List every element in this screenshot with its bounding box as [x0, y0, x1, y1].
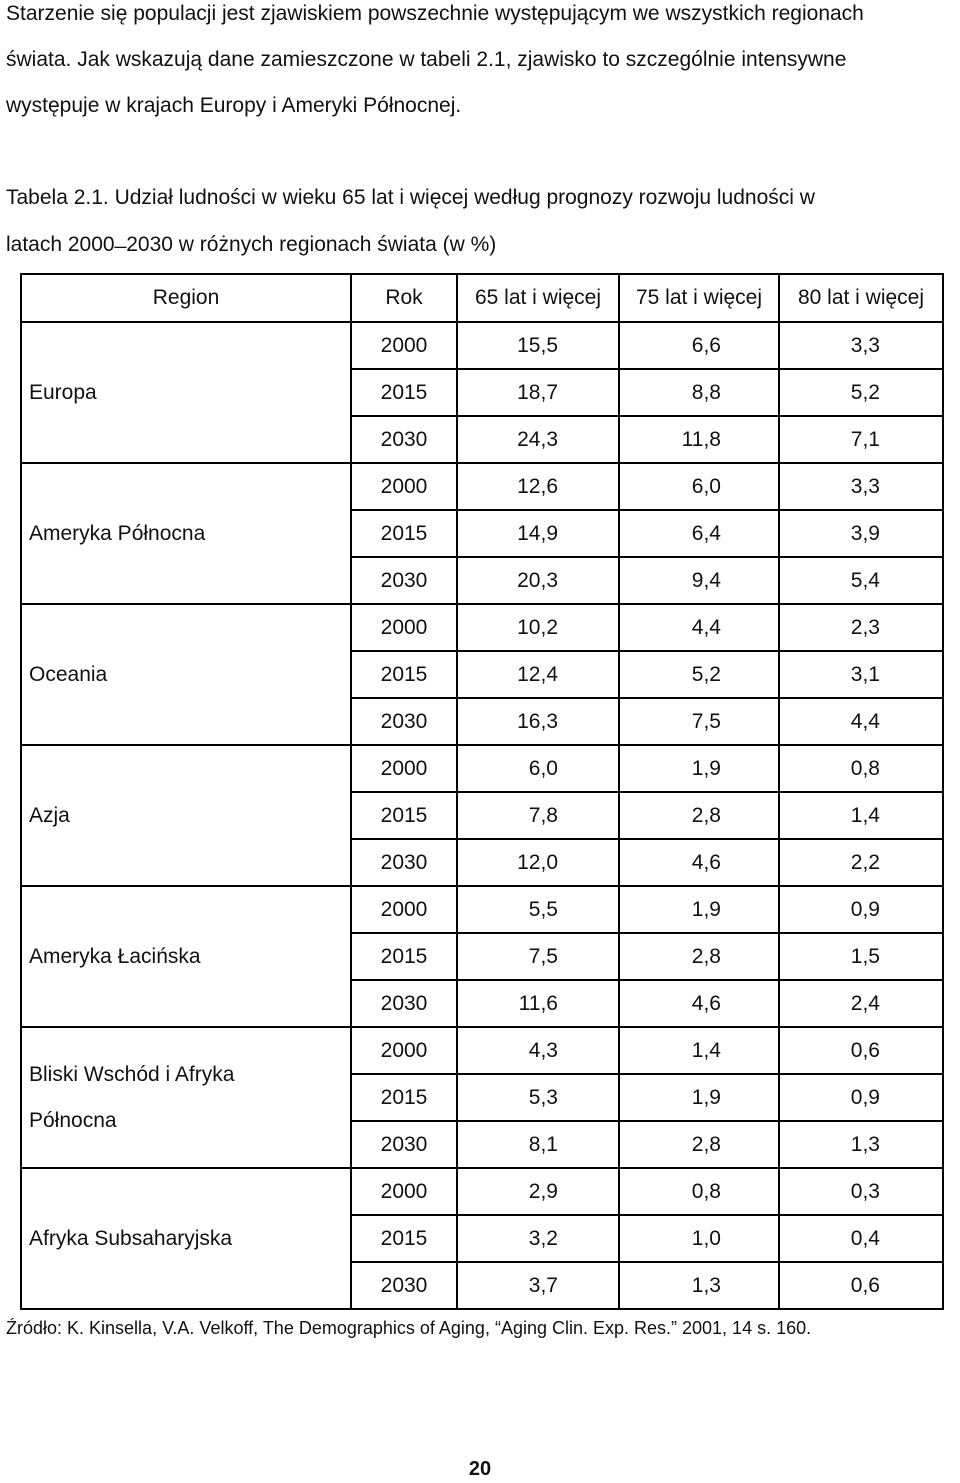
region-cell [21, 1027, 351, 1168]
value-80-cell: 1,3 [779, 1121, 943, 1168]
year-cell: 2015 [351, 510, 457, 557]
value-75-cell: 1,9 [619, 1074, 779, 1121]
year-cell: 2015 [351, 369, 457, 416]
year-cell: 2015 [351, 1074, 457, 1121]
value-80-cell: 3,3 [779, 463, 943, 510]
table-row [21, 604, 943, 651]
value-80-cell: 2,2 [779, 839, 943, 886]
value-80-cell: 5,4 [779, 557, 943, 604]
population-table [20, 273, 944, 1310]
value-75-cell: 6,0 [619, 463, 779, 510]
table-row [21, 1168, 943, 1215]
value-80-cell: 0,6 [779, 1027, 943, 1074]
value-80-cell: 0,6 [779, 1262, 943, 1309]
year-cell: 2030 [351, 980, 457, 1027]
year-cell: 2015 [351, 933, 457, 980]
caption-line: latach 2000 ̶ 2030 w różnych regionach świata (w %) [6, 233, 497, 256]
header-region: Region [21, 274, 351, 322]
value-75-cell: 1,3 [619, 1262, 779, 1309]
value-65-cell: 11,6 [457, 980, 619, 1027]
value-75-cell: 1,9 [619, 886, 779, 933]
year-cell: 2030 [351, 416, 457, 463]
caption-line: Tabela 2.1. Udział ludności w wieku 65 lat i więcej według prognozy rozwoju ludności w [6, 186, 815, 209]
year-cell: 2030 [351, 557, 457, 604]
year-cell: 2015 [351, 651, 457, 698]
table-row [21, 322, 943, 369]
value-65-cell: 24,3 [457, 416, 619, 463]
value-80-cell: 0,8 [779, 745, 943, 792]
value-80-cell: 2,4 [779, 980, 943, 1027]
page-number: 20 [468, 1458, 492, 1480]
value-80-cell: 3,9 [779, 510, 943, 557]
value-80-cell: 3,3 [779, 322, 943, 369]
year-cell: 2000 [351, 322, 457, 369]
region-cell: Europa [21, 322, 351, 463]
table-caption [6, 182, 956, 276]
value-80-cell: 3,1 [779, 651, 943, 698]
value-65-cell: 16,3 [457, 698, 619, 745]
region-name-line: Bliski Wschód i Afryka [29, 1062, 235, 1086]
intro-line: występuje w krajach Europy i Ameryki Północnej. [6, 94, 462, 117]
table-row [21, 1027, 943, 1074]
year-cell: 2015 [351, 1215, 457, 1262]
value-80-cell: 0,9 [779, 886, 943, 933]
value-65-cell: 4,3 [457, 1027, 619, 1074]
table-header-row [21, 274, 943, 322]
value-65-cell: 14,9 [457, 510, 619, 557]
region-name-line: Północna [29, 1108, 117, 1132]
region-cell: Oceania [21, 604, 351, 745]
value-75-cell: 1,9 [619, 745, 779, 792]
year-cell: 2000 [351, 1027, 457, 1074]
table-row [21, 745, 943, 792]
value-80-cell: 5,2 [779, 369, 943, 416]
year-cell: 2000 [351, 745, 457, 792]
value-75-cell: 4,6 [619, 980, 779, 1027]
year-cell: 2030 [351, 1262, 457, 1309]
value-75-cell: 2,8 [619, 933, 779, 980]
region-cell: Azja [21, 745, 351, 886]
value-75-cell: 5,2 [619, 651, 779, 698]
value-65-cell: 3,7 [457, 1262, 619, 1309]
value-75-cell: 11,8 [619, 416, 779, 463]
region-cell: Afryka Subsaharyjska [21, 1168, 351, 1309]
value-65-cell: 7,5 [457, 933, 619, 980]
value-80-cell: 1,4 [779, 792, 943, 839]
value-80-cell: 1,5 [779, 933, 943, 980]
value-65-cell: 8,1 [457, 1121, 619, 1168]
value-80-cell: 2,3 [779, 604, 943, 651]
value-80-cell: 0,3 [779, 1168, 943, 1215]
value-75-cell: 9,4 [619, 557, 779, 604]
header-65: 65 lat i więcej [457, 274, 619, 322]
value-65-cell: 5,3 [457, 1074, 619, 1121]
value-75-cell: 1,0 [619, 1215, 779, 1262]
year-cell: 2030 [351, 1121, 457, 1168]
region-cell: Ameryka Łacińska [21, 886, 351, 1027]
value-75-cell: 2,8 [619, 1121, 779, 1168]
year-cell: 2000 [351, 1168, 457, 1215]
value-65-cell: 6,0 [457, 745, 619, 792]
value-75-cell: 6,6 [619, 322, 779, 369]
value-75-cell: 1,4 [619, 1027, 779, 1074]
header-year: Rok [351, 274, 457, 322]
year-cell: 2015 [351, 792, 457, 839]
header-75: 75 lat i więcej [619, 274, 779, 322]
value-65-cell: 3,2 [457, 1215, 619, 1262]
value-75-cell: 4,4 [619, 604, 779, 651]
value-65-cell: 15,5 [457, 322, 619, 369]
value-65-cell: 12,0 [457, 839, 619, 886]
value-65-cell: 12,6 [457, 463, 619, 510]
year-cell: 2000 [351, 604, 457, 651]
intro-line: świata. Jak wskazują dane zamieszczone w tabeli 2.1, zjawisko to szczególnie intensywne [6, 48, 847, 71]
value-65-cell: 18,7 [457, 369, 619, 416]
value-75-cell: 4,6 [619, 839, 779, 886]
value-65-cell: 20,3 [457, 557, 619, 604]
value-75-cell: 7,5 [619, 698, 779, 745]
region-cell: Ameryka Północna [21, 463, 351, 604]
value-75-cell: 2,8 [619, 792, 779, 839]
value-75-cell: 6,4 [619, 510, 779, 557]
year-cell: 2000 [351, 463, 457, 510]
value-80-cell: 0,9 [779, 1074, 943, 1121]
value-65-cell: 10,2 [457, 604, 619, 651]
intro-line: Starzenie się populacji jest zjawiskiem powszechnie występującym we wszystkich regionach [6, 2, 864, 25]
value-75-cell: 0,8 [619, 1168, 779, 1215]
table-body [21, 322, 943, 1309]
value-75-cell: 8,8 [619, 369, 779, 416]
value-80-cell: 7,1 [779, 416, 943, 463]
table-row [21, 463, 943, 510]
value-80-cell: 0,4 [779, 1215, 943, 1262]
value-65-cell: 5,5 [457, 886, 619, 933]
value-80-cell: 4,4 [779, 698, 943, 745]
year-cell: 2030 [351, 839, 457, 886]
header-80: 80 lat i więcej [779, 274, 943, 322]
value-65-cell: 2,9 [457, 1168, 619, 1215]
value-65-cell: 12,4 [457, 651, 619, 698]
year-cell: 2030 [351, 698, 457, 745]
source-note: Źródło: K. Kinsella, V.A. Velkoff, The Demographics of Aging, “Aging Clin. Exp. Res.” 2001, 14 s. 160. [6, 1318, 812, 1338]
intro-paragraph [6, 0, 956, 138]
table-row [21, 886, 943, 933]
year-cell: 2000 [351, 886, 457, 933]
value-65-cell: 7,8 [457, 792, 619, 839]
